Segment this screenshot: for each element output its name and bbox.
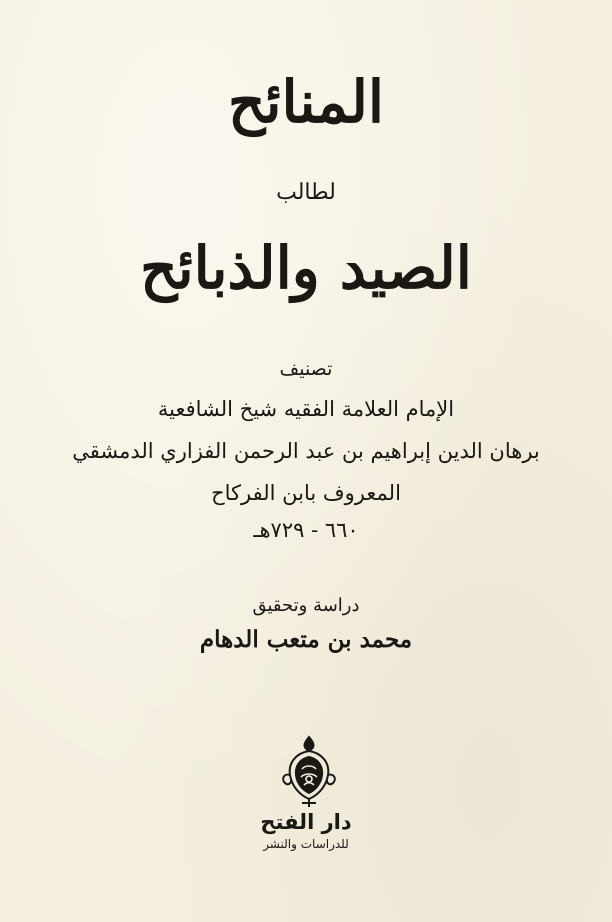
book-subtitle: الصيد والذبائح: [140, 234, 472, 302]
author-name: برهان الدين إبراهيم بن عبد الرحمن الفزاري الدمشقي: [72, 439, 540, 463]
publisher-tagline: للدراسات والنشر: [263, 837, 349, 851]
book-title: المنائح: [227, 68, 385, 136]
author-dates: ٦٦٠ - ٧٢٩هـ: [253, 518, 359, 542]
editor-name: محمد بن متعب الدهام: [199, 626, 413, 653]
author-honorific: الإمام العلامة الفقيه شيخ الشافعية: [157, 397, 455, 421]
authorship-label: تصنيف: [279, 358, 333, 380]
publisher-name: دار الفتح: [260, 810, 352, 834]
publisher-emblem-icon: [278, 733, 340, 809]
author-known-as: المعروف بابن الفركاح: [211, 481, 401, 505]
title-connector: لطالب: [276, 180, 336, 205]
study-label: دراسة وتحقيق: [252, 595, 360, 616]
